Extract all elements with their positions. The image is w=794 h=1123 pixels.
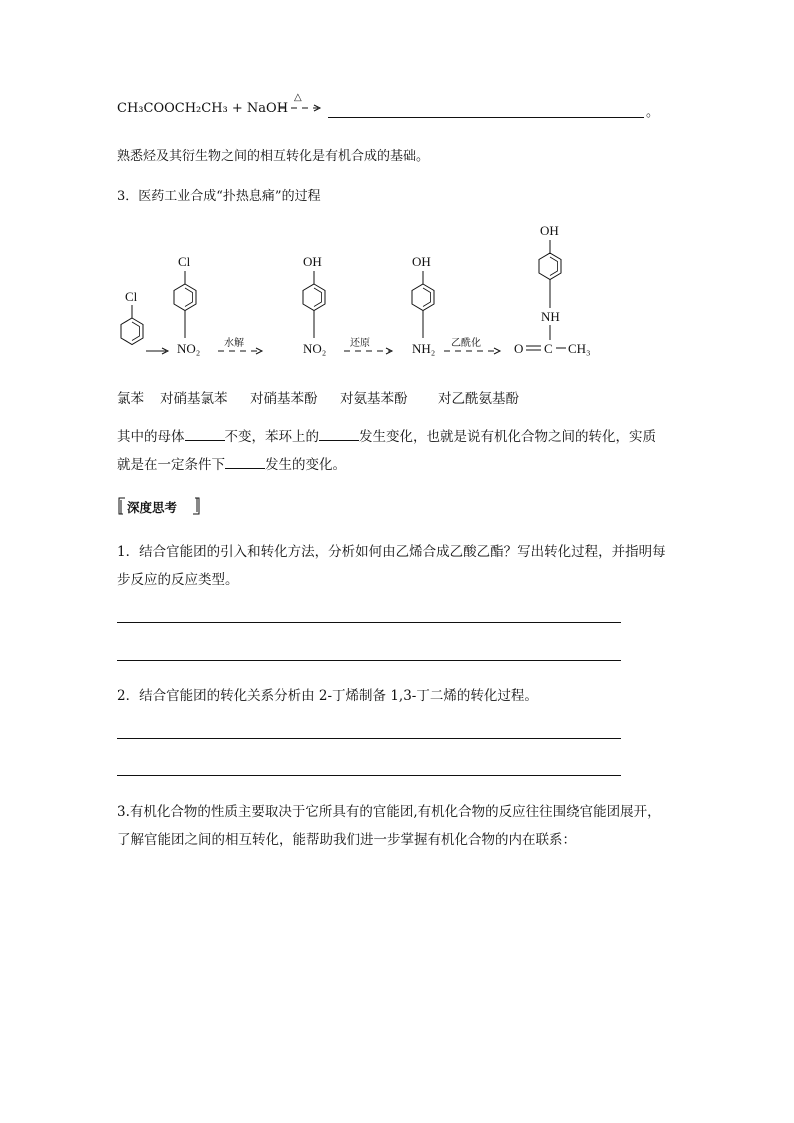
struct3-oh-label: OH xyxy=(303,254,322,269)
arrow-4 xyxy=(444,336,500,354)
question-1-line-1: 1．结合官能团的引入和转化方法，分析如何由乙烯合成乙酸乙酯？写出转化过程，并指明每 xyxy=(117,544,666,560)
struct4-oh-label: OH xyxy=(412,254,431,269)
answer-line-q1-b[interactable] xyxy=(117,660,621,661)
arrow-hydrolysis-label: 水解 xyxy=(224,338,244,349)
arrow-acetylation-label: 乙酰化 xyxy=(451,338,481,349)
fill-in-line-1 xyxy=(117,425,656,445)
equation-end-punct: 。 xyxy=(646,105,660,120)
dashed-arrow-icon xyxy=(278,94,326,116)
fill-text-part2: 不变，苯环上的 xyxy=(224,429,319,445)
question-1-line-2: 步反应的反应类型。 xyxy=(117,572,239,588)
chlorobenzene-structure xyxy=(121,289,143,345)
compound-name-p-nitrochlorobenzene: 对硝基氯苯 xyxy=(160,391,228,407)
compound-name-chlorobenzene: 氯苯 xyxy=(117,391,144,407)
fill-text-part3: 发生变化，也就是说有机化合物之间的转化，实质 xyxy=(359,429,656,445)
p-nitrochlorobenzene-structure xyxy=(174,254,200,356)
paracetamol-structure xyxy=(514,223,591,356)
section3-title: 3．医药工业合成“扑热息痛”的过程 xyxy=(117,189,321,204)
equation-line xyxy=(117,101,288,116)
question-2: 2．结合官能团的转化关系分析由 2-丁烯制备 1,3-丁二烯的转化过程。 xyxy=(117,688,538,704)
arrow-1 xyxy=(146,348,168,354)
struct5-ch3-label: CH₃ xyxy=(568,341,591,356)
blank-parent-structure[interactable] xyxy=(185,428,225,441)
question-3-line-1: 3.有机化合物的性质主要取决于它所具有的官能团,有机化合物的反应往往围绕官能团展开， xyxy=(117,804,661,820)
fill-text-part1: 其中的母体 xyxy=(117,429,185,445)
answer-line-q2-b[interactable] xyxy=(117,775,621,776)
struct1-cl-label: Cl xyxy=(125,289,138,304)
arrow-reduction-label: 还原 xyxy=(350,338,370,349)
answer-line-q2-a[interactable] xyxy=(117,738,621,739)
struct5-oh-label: OH xyxy=(540,223,559,238)
struct3-no2-label: NO₂ xyxy=(303,341,327,356)
fill-in-line-2 xyxy=(117,453,346,473)
arrow-3 xyxy=(344,337,392,354)
struct2-no2-label: NO₂ xyxy=(177,341,201,356)
fill-text-part4: 就是在一定条件下 xyxy=(117,457,225,473)
synthesis-diagram xyxy=(110,222,670,387)
struct2-cl-label: Cl xyxy=(178,254,191,269)
p-aminophenol-structure xyxy=(412,254,435,356)
struct4-nh2-label: NH₂ xyxy=(412,341,436,356)
p-nitrophenol-structure xyxy=(303,254,326,356)
equation-answer-blank[interactable] xyxy=(328,117,644,118)
intro-text: 熟悉烃及其衍生物之间的相互转化是有机合成的基础。 xyxy=(117,149,430,164)
equation-reactants: CH₃COOCH₂CH₃ + NaOH xyxy=(117,101,289,116)
heat-arrow xyxy=(278,94,326,116)
compound-name-p-aminophenol: 对氨基苯酚 xyxy=(340,391,408,407)
compound-name-paracetamol: 对乙酰氨基酚 xyxy=(438,391,519,407)
blank-ring-substituent[interactable] xyxy=(319,428,359,441)
compound-name-p-nitrophenol: 对硝基苯酚 xyxy=(250,391,318,407)
answer-line-q1-a[interactable] xyxy=(117,622,621,623)
fill-text-part5: 发生的变化。 xyxy=(265,457,346,473)
struct5-nh-label: NH xyxy=(541,309,560,324)
question-3-line-2: 了解官能团之间的相互转化，能帮助我们进一步掌握有机化合物的内在联系： xyxy=(117,832,576,848)
struct5-o-label: O xyxy=(514,341,524,356)
deep-think-title: 深度思考 xyxy=(127,500,178,515)
blank-functional-group[interactable] xyxy=(225,456,265,469)
heat-symbol: △ xyxy=(294,92,302,103)
arrow-2 xyxy=(218,336,262,354)
struct5-c-label: C xyxy=(544,341,553,356)
